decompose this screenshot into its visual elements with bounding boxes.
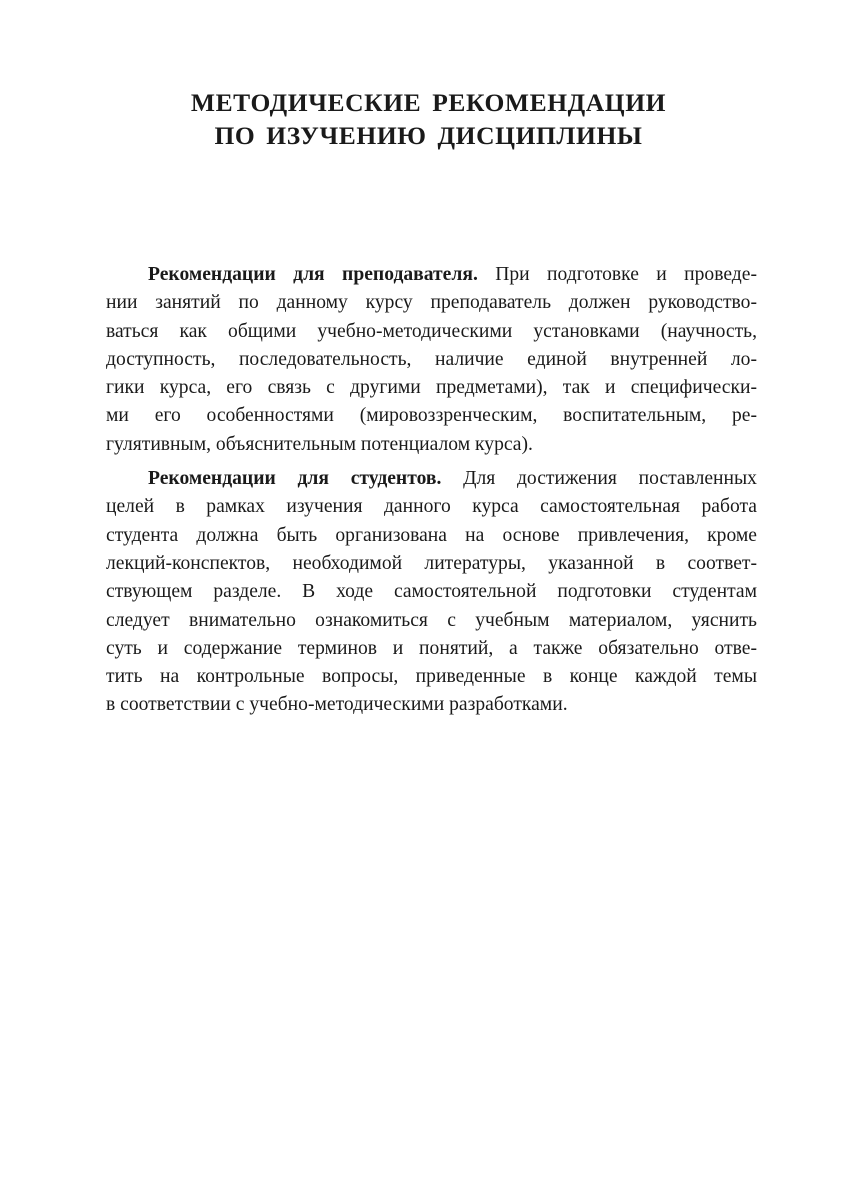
body-text	[106, 261, 757, 720]
paragraph-line: Рекомендации для преподавателя. При подготовке и проведе-	[148, 264, 757, 285]
paragraph-line: доступность, последовательность, наличие единой внутренней ло-	[106, 348, 757, 370]
paragraph-line: тить на контрольные вопросы, приведенные в конце каждой темы	[106, 666, 757, 688]
paragraph-line: гулятивным, объяснительным потенциалом курса).	[106, 433, 533, 455]
paragraph-line: лекций-конспектов, необходимой литературы, указанной в соответ-	[106, 552, 757, 574]
paragraph-lead: Рекомендации для преподавателя.	[148, 264, 478, 285]
paragraph-line: гики курса, его связь с другими предметами), так и специфически-	[106, 377, 757, 399]
paragraph-line: в соответствии с учебно-методическими разработками.	[106, 694, 568, 716]
paragraph-line: ваться как общими учебно-методическими установками (научность,	[106, 320, 757, 342]
paragraph-students	[106, 465, 757, 720]
paragraph-line: ми его особенностями (мировоззренческим, воспитательным, ре-	[106, 405, 757, 427]
paragraph-line: нии занятий по данному курсу преподаватель должен руководство-	[106, 292, 757, 314]
paragraph-line: целей в рамках изучения данного курса самостоятельная работа	[106, 496, 757, 518]
page-title	[0, 86, 857, 152]
paragraph-teacher	[106, 261, 757, 459]
paragraph-line: следует внимательно ознакомиться с учебным материалом, уяснить	[106, 609, 757, 631]
paragraph-lead: Рекомендации для студентов.	[148, 468, 442, 490]
paragraph-line: Рекомендации для студентов. Для достижения поставленных	[148, 468, 757, 490]
paragraph-line: суть и содержание терминов и понятий, а также обязательно отве-	[106, 637, 757, 659]
title-line-2: ПО ИЗУЧЕНИЮ ДИСЦИПЛИНЫ	[214, 121, 643, 150]
paragraph-line: ствующем разделе. В ходе самостоятельной подготовки студентам	[106, 581, 757, 603]
paragraph-line: студента должна быть организована на основе привлечения, кроме	[106, 524, 757, 546]
title-line-1: МЕТОДИЧЕСКИЕ РЕКОМЕНДАЦИИ	[190, 88, 667, 117]
